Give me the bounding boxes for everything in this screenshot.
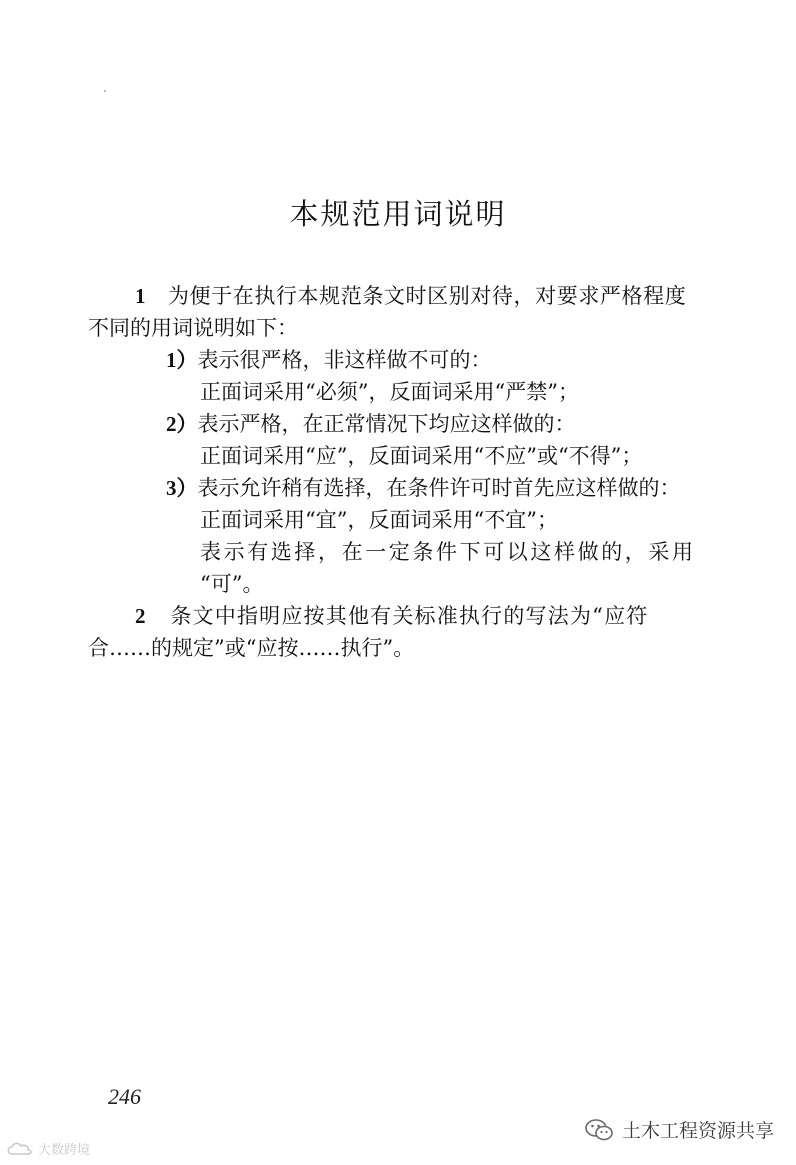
watermark-right: [584, 1116, 774, 1143]
scan-speck: [104, 90, 106, 92]
clause-2-line-2: 合……的规定”或“应按……执行”。: [88, 636, 415, 660]
clause-1-line-2: 不同的用词说明如下：: [88, 316, 298, 340]
clause-2-text-1: 条文中指明应按其他有关标准执行的写法为“应符: [170, 604, 649, 628]
clause-1-text-1: 为便于在执行本规范条文时区别对待，对要求严格程度: [167, 284, 687, 308]
item-2-heading-line: [166, 409, 576, 439]
item-3-line-2: 表示有选择，在一定条件下可以这样做的，采用: [200, 540, 696, 564]
clause-1-line-1: [135, 281, 686, 311]
item-3-line-1: 正面词采用“宜”，反面词采用“不宜”；: [200, 508, 558, 532]
item-1-heading-line: [166, 345, 492, 375]
item-1-line-1: 正面词采用“必须”，反面词采用“严禁”；: [200, 380, 579, 404]
item-3-heading: 表示允许稍有选择，在条件许可时首先应这样做的：: [197, 476, 681, 500]
page-number: 246: [108, 1084, 141, 1109]
watermark-left: [6, 1139, 90, 1158]
watermark-right-text: 土木工程资源共享: [621, 1120, 774, 1142]
item-1-heading: 表示很严格，非这样做不可的：: [197, 348, 492, 372]
item-2-heading: 表示严格，在正常情况下均应这样做的：: [197, 412, 576, 436]
clause-2-line-1: [135, 601, 648, 631]
item-1-label: 1）: [166, 348, 198, 372]
item-3-line-3: “可”。: [200, 572, 264, 596]
clause-1-number: 1: [135, 284, 147, 308]
watermark-left-text: 大数跨境: [38, 1143, 91, 1158]
page-title: 本规范用词说明: [289, 197, 507, 231]
wechat-icon: [584, 1117, 614, 1143]
cloud-logo-icon: [6, 1141, 34, 1157]
item-2-line-1: 正面词采用“应”，反面词采用“不应”或“不得”；: [200, 444, 643, 468]
item-2-label: 2）: [166, 412, 198, 436]
clause-2-number: 2: [135, 604, 147, 628]
item-3-label: 3）: [166, 476, 198, 500]
item-3-heading-line: [166, 473, 681, 503]
